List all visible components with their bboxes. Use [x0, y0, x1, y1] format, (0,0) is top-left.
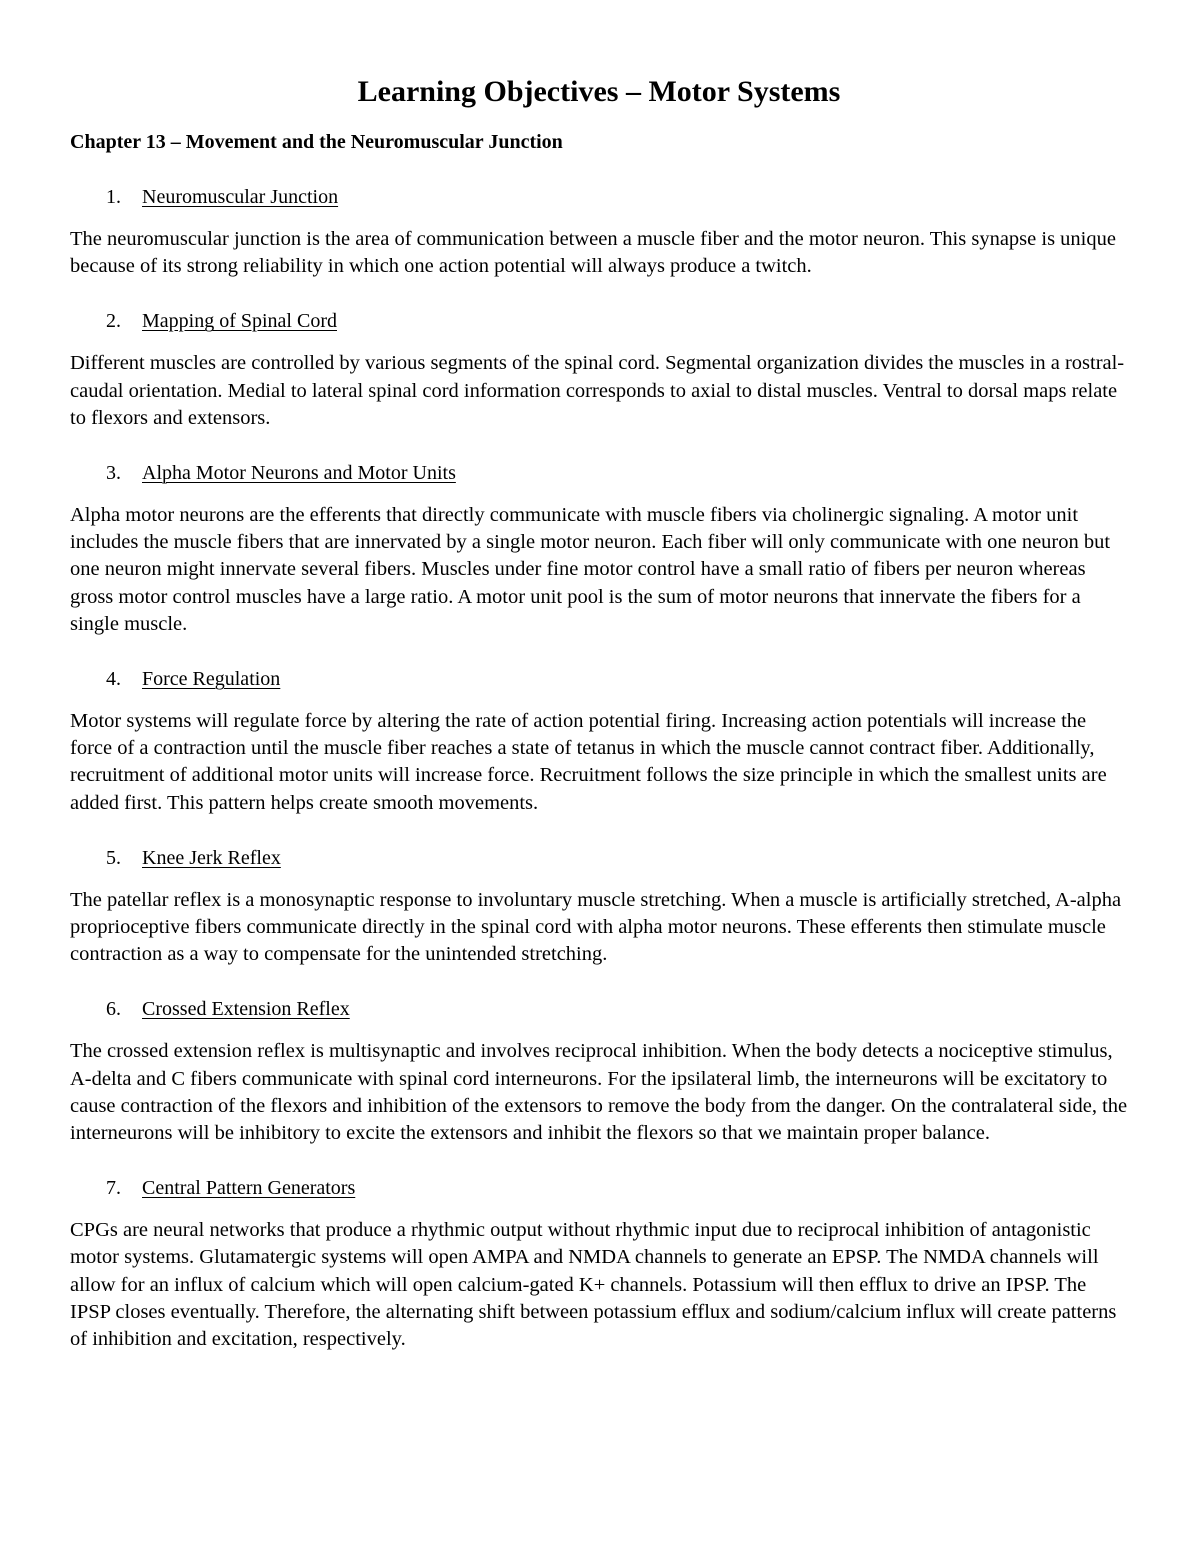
chapter-heading: Chapter 13 – Movement and the Neuromuscular Junction — [70, 131, 563, 153]
section-number: 7. — [106, 1177, 121, 1200]
section-heading — [70, 1175, 1128, 1201]
section-heading — [70, 460, 1128, 486]
objective-section — [70, 308, 1128, 432]
objective-section — [70, 996, 1128, 1147]
section-title: Mapping of Spinal Cord — [142, 310, 337, 333]
section-body: Motor systems will regulate force by altering the rate of action potential firing. Increasing action potentials will increase the force of a contraction until the muscle fiber reaches a state of tetanus in which the muscle cannot contract fiber. Additionally, recruitment of additional motor units will increase force. Recruitment follows the size principle in which the smallest units are added first. This pattern helps create smooth movements. — [70, 710, 1107, 814]
section-number: 5. — [106, 846, 121, 869]
document-title: Learning Objectives – Motor Systems — [357, 75, 841, 108]
section-number: 4. — [106, 668, 121, 691]
section-title: Crossed Extension Reflex — [142, 998, 350, 1021]
objective-section — [70, 666, 1128, 817]
section-body: CPGs are neural networks that produce a rhythmic output without rhythmic input due to reciprocal inhibition of antagonistic motor systems. Glutamatergic systems will open AMPA and NMDA channels to generate an EPSP. The NMDA channels will allow for an influx of calcium which will open calcium-gated K+ channels. Potassium will then efflux to drive an IPSP. The IPSP closes eventually. Therefore, the alternating shift between potassium efflux and sodium/calcium influx will create patterns of inhibition and excitation, respectively. — [70, 1219, 1117, 1351]
objective-section — [70, 184, 1128, 280]
section-body: Different muscles are controlled by various segments of the spinal cord. Segmental organization divides the muscles in a rostral-caudal orientation. Medial to lateral spinal cord information corresponds to axial to distal muscles. Ventral to dorsal maps relate to flexors and extensors. — [70, 352, 1125, 429]
section-heading — [70, 996, 1128, 1022]
section-body: The crossed extension reflex is multisynaptic and involves reciprocal inhibition. When the body detects a nociceptive stimulus, A-delta and C fibers communicate with spinal cord interneurons. For the ipsilateral limb, the interneurons will be excitatory to cause contraction of the flexors and inhibition of the extensors to remove the body from the danger. On the contralateral side, the interneurons will be inhibitory to excite the extensors and inhibit the flexors so that we maintain proper balance. — [70, 1040, 1128, 1145]
learning-objectives-list — [70, 184, 1128, 1353]
objective-section — [70, 460, 1128, 638]
section-number: 6. — [106, 998, 121, 1021]
section-title: Force Regulation — [142, 668, 281, 691]
section-heading — [70, 845, 1128, 871]
section-title: Neuromuscular Junction — [142, 186, 339, 208]
section-title: Central Pattern Generators — [142, 1177, 356, 1200]
section-number: 2. — [106, 310, 121, 333]
section-number: 1. — [106, 186, 121, 208]
section-heading — [70, 184, 1128, 210]
section-title: Alpha Motor Neurons and Motor Units — [142, 462, 456, 485]
section-heading — [70, 666, 1128, 692]
section-heading — [70, 308, 1128, 334]
section-title: Knee Jerk Reflex — [142, 846, 281, 869]
section-body: Alpha motor neurons are the efferents that directly communicate with muscle fibers via cholinergic signaling. A motor unit includes the muscle fibers that are innervated by a single motor neuron. Each fiber will only communicate with one neuron but one neuron might innervate several fibers. Muscles under fine motor control have a small ratio of fibers per neuron whereas gross motor control muscles have a large ratio. A motor unit pool is the sum of motor neurons that innervate the fibers for a single muscle. — [70, 504, 1111, 635]
section-number: 3. — [106, 462, 121, 485]
section-body: The neuromuscular junction is the area of communication between a muscle fiber and the motor neuron. This synapse is unique because of its strong reliability in which one action potential will always produce a twitch. — [70, 228, 1116, 278]
objective-section — [70, 1175, 1128, 1353]
section-body: The patellar reflex is a monosynaptic response to involuntary muscle stretching. When a muscle is artificially stretched, A-alpha proprioceptive fibers communicate directly in the spinal cord with alpha motor neurons. These efferents then stimulate muscle contraction as a way to compensate for the unintended stretching. — [70, 888, 1122, 966]
objective-section — [70, 845, 1128, 969]
